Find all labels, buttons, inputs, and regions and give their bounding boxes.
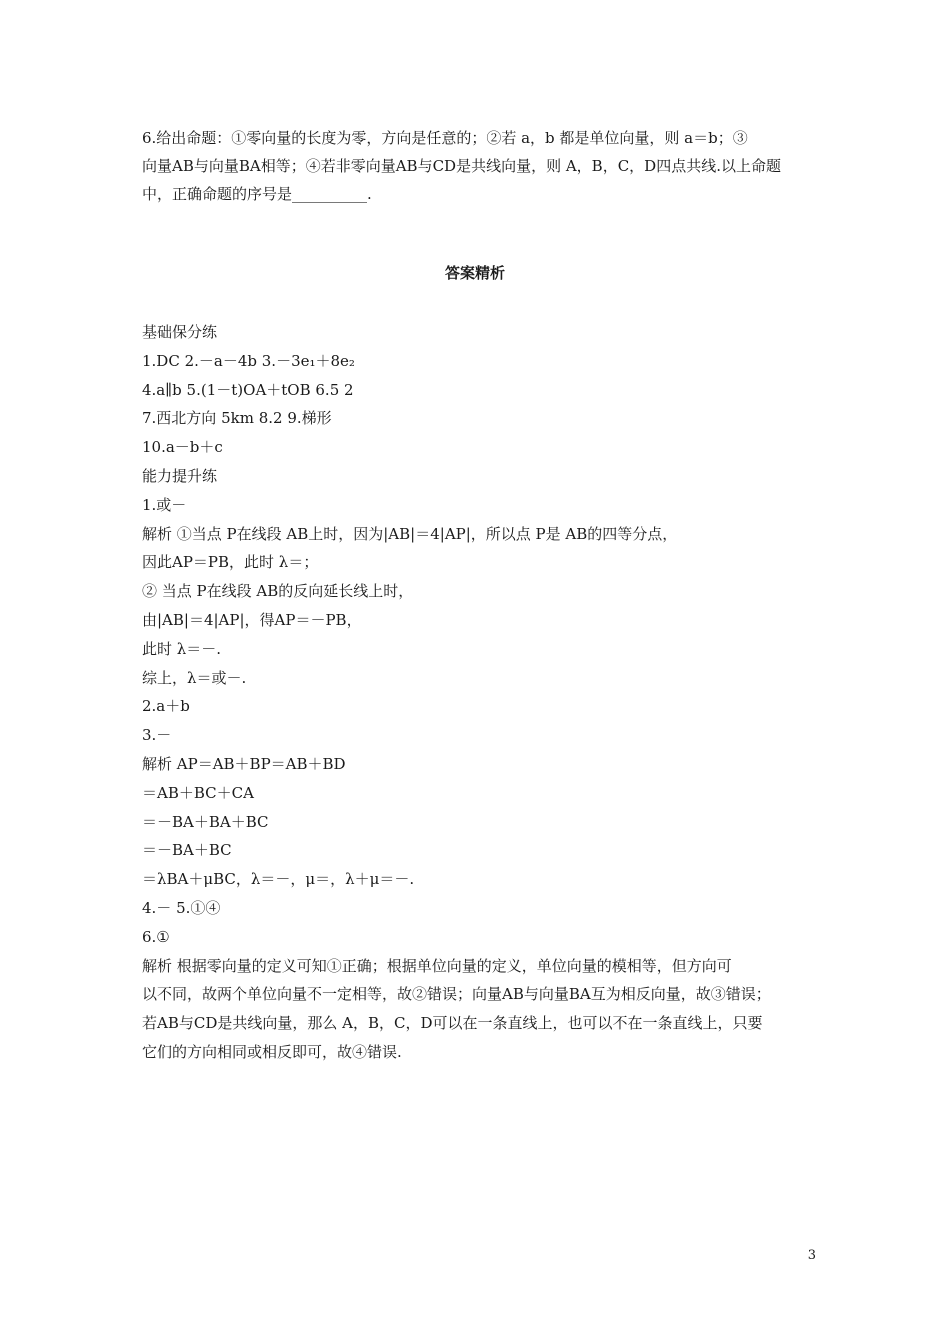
basic-answers-4: 10.a－b＋c [142, 438, 223, 457]
analysis-3-line-1: 解析 AP＝AB＋BP＝AB＋BD [142, 754, 346, 773]
question-6 [142, 124, 812, 208]
analysis-1-line-4: 由|AB|＝4|AP|，得AP＝－PB， [142, 610, 362, 629]
advanced-heading: 能力提升练 [142, 466, 218, 485]
analysis-6-line-1: 解析 根据零向量的定义可知①正确；根据单位向量的定义，单位向量的模相等，但方向可 [142, 956, 732, 975]
analysis-3-line-4: ＝－BA＋BC [142, 841, 232, 860]
analysis-3-line-5: ＝λBA＋μBC，λ＝－，μ＝，λ＋μ＝－. [142, 870, 415, 889]
advanced-answer-6: 6.① [142, 927, 170, 946]
advanced-answer-1: 1.或－ [142, 495, 187, 514]
basic-heading: 基础保分练 [142, 323, 218, 341]
basic-answers-1: 1.DC 2.－a－4b 3.－3e₁＋8e₂ [142, 351, 355, 370]
question-6-line-3: 中，正确命题的序号是__________. [142, 185, 372, 203]
analysis-1-line-6: 综上，λ＝或－. [142, 668, 247, 687]
section-title: 答案精析 [444, 264, 505, 282]
analysis-1-line-1: 解析 ①当点 P在线段 AB上时，因为|AB|＝4|AP|，所以点 P是 AB的四等分点， [142, 524, 678, 543]
basic-answers-2: 4.a∥b 5.(1－t)OA＋tOB 6.5 2 [142, 380, 354, 399]
question-6-line-2: 向量AB与向量BA相等；④若非零向量AB与CD是共线向量，则 A，B，C，D四点共线.以上命题 [142, 157, 781, 175]
page-number: 3 [807, 1248, 816, 1263]
answer-analysis [142, 318, 812, 1067]
question-6-line-1: 6.给出命题：①零向量的长度为零，方向是任意的；②若 a，b 都是单位向量，则 a＝b；③ [142, 129, 748, 147]
analysis-3-line-3: ＝－BA＋BA＋BC [142, 812, 269, 831]
analysis-1-line-5: 此时 λ＝－. [142, 639, 222, 658]
basic-answers-3: 7.西北方向 5km 8.2 9.梯形 [142, 409, 332, 428]
analysis-1-line-2: 因此AP＝PB，此时 λ＝； [142, 553, 319, 572]
analysis-1-line-3: ② 当点 P在线段 AB的反向延长线上时， [142, 582, 414, 601]
analysis-6-line-3: 若AB与CD是共线向量，那么 A，B，C，D可以在一条直线上，也可以不在一条直线上，只要 [142, 1014, 763, 1033]
analysis-6-line-2: 以不同，故两个单位向量不一定相等，故②错误；向量AB与向量BA互为相反向量，故③错误； [142, 985, 771, 1004]
advanced-answer-2: 2.a＋b [142, 697, 190, 716]
analysis-3-line-2: ＝AB＋BC＋CA [142, 783, 254, 802]
analysis-6-line-4: 它们的方向相同或相反即可，故④错误. [142, 1042, 402, 1061]
advanced-answer-4-5: 4.－ 5.①④ [142, 898, 221, 917]
advanced-answer-3: 3.－ [142, 726, 172, 745]
